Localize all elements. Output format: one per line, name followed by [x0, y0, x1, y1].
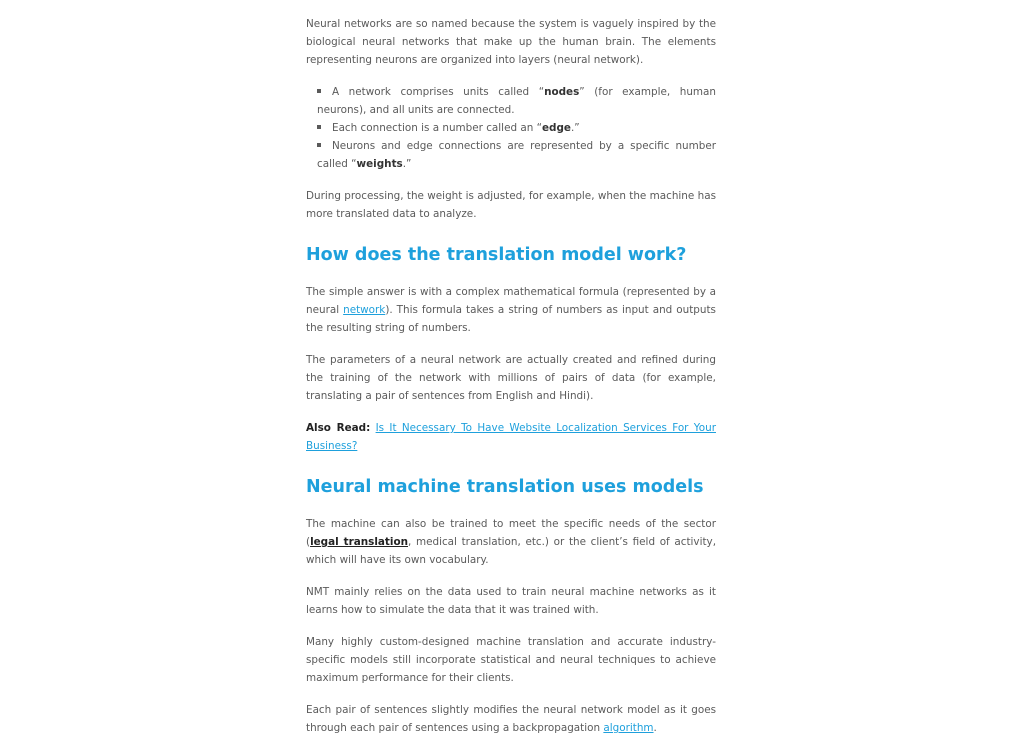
list-item: Neurons and edge connections are represented by a specific number called “weights.” — [317, 140, 716, 170]
list-item: A network comprises units called “nodes” (for example, human neurons), and all units are connected. — [317, 86, 716, 116]
paragraph-processing: During processing, the weight is adjusted, for example, when the machine has more translated data to analyze. — [306, 190, 716, 220]
also-read-link[interactable]: Is It Necessary To Have Website Localization Services For Your Business? — [306, 422, 716, 452]
paragraph-simple-answer: The simple answer is with a complex mathematical formula (represented by a neural network). This formula takes a string of numbers as input and outputs the resulting string of numbers. — [306, 286, 716, 334]
algorithm-link[interactable]: algorithm — [603, 722, 654, 734]
heading-nmt-models: Neural machine translation uses models — [306, 477, 704, 497]
paragraph-sector-training: The machine can also be trained to meet the specific needs of the sector (legal translation, medical translation, etc.) or the client’s field of activity, which will have its own vocabulary. — [306, 518, 716, 566]
square-bullet-icon — [317, 125, 321, 129]
paragraph-backpropagation: Each pair of sentences slightly modifies the neural network model as it goes through each pair of sentences using a backpropagation algorithm. — [306, 704, 716, 734]
also-read-label: Also Read: — [306, 422, 371, 434]
also-read — [306, 419, 716, 455]
square-bullet-icon — [317, 143, 321, 147]
list-item: Each connection is a number called an “edge.” — [317, 119, 716, 137]
square-bullet-icon — [317, 89, 321, 93]
paragraph-custom-models: Many highly custom-designed machine translation and accurate industry-specific models still incorporate statistical and neural techniques to achieve maximum performance for their clients. — [306, 636, 716, 684]
paragraph-parameters: The parameters of a neural network are actually created and refined during the training of the network with millions of pairs of data (for example, translating a pair of sentences from English and Hindi). — [306, 354, 716, 402]
heading-translation-model: How does the translation model work? — [306, 245, 687, 265]
legal-translation-link[interactable]: legal translation — [310, 536, 408, 548]
paragraph-nmt-data: NMT mainly relies on the data used to train neural machine networks as it learns how to simulate the data that it was trained with. — [306, 586, 716, 616]
article-body — [306, 15, 716, 751]
neural-network-list — [306, 83, 716, 173]
paragraph-neural-networks: Neural networks are so named because the system is vaguely inspired by the biological neural networks that make up the human brain. The elements representing neurons are organized into layers (neural network). — [306, 18, 716, 66]
network-link[interactable]: network — [343, 304, 386, 316]
